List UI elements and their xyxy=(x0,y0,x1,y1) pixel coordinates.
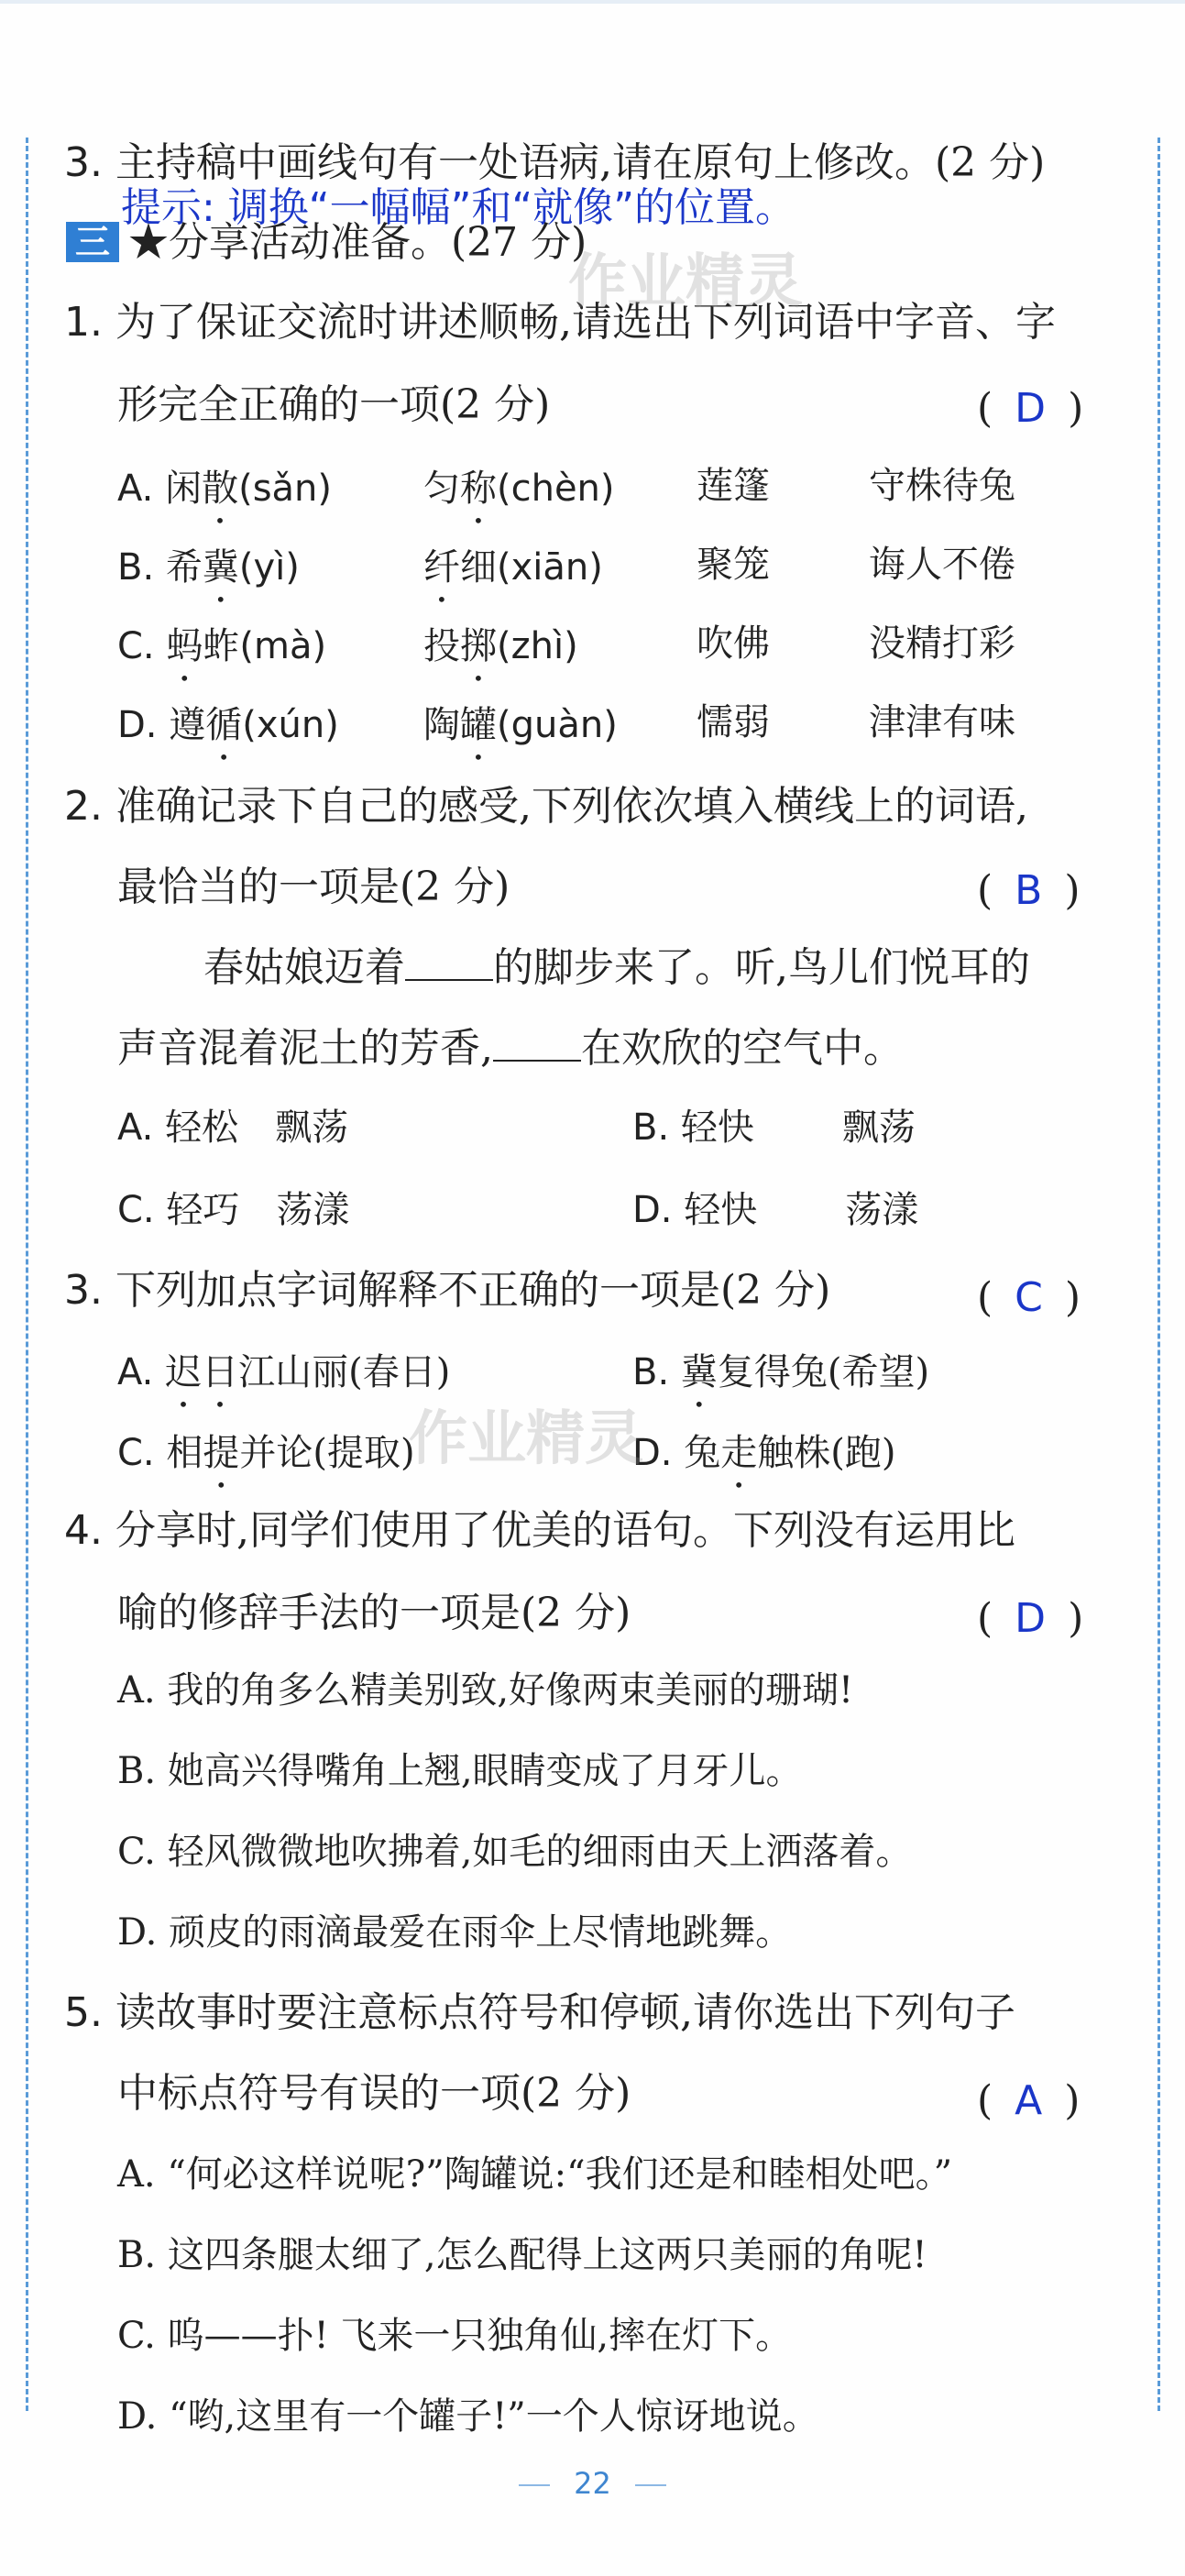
q5-option-b: B. 这四条腿太细了,怎么配得上这两只美丽的角呢! xyxy=(117,2234,927,2276)
q1-option-a-word3: 莲篷 xyxy=(697,465,770,507)
q4-line1: 4. 分享时,同学们使用了优美的语句。下列没有运用比 xyxy=(64,1507,1015,1554)
q5-option-c: C. 呜——扑! 飞来一只独角仙,摔在灯下。 xyxy=(117,2315,793,2357)
q5-answer-paren: ( A ) xyxy=(977,2077,1081,2124)
hint-text: 提示: 调换“一幅幅”和“就像”的位置。 xyxy=(121,184,795,231)
q2-line2: 最恰当的一项是(2 分) xyxy=(117,864,510,910)
q3-line1: 3. 下列加点字词解释不正确的一项是(2 分) xyxy=(64,1267,831,1314)
q1-option-b-word2: 纤细(xiān) xyxy=(423,546,603,589)
q5-option-d: D. “哟,这里有一个罐子!”一个人惊讶地说。 xyxy=(117,2395,819,2438)
q5-line1: 5. 读故事时要注意标点符号和停顿,请你选出下列句子 xyxy=(64,1989,1015,2036)
q4-answer-paren: ( D ) xyxy=(977,1595,1084,1642)
q5-option-a: A. “何必这样说呢?”陶罐说:“我们还是和睦相处吧。” xyxy=(117,2153,953,2196)
q1-option-c: C. 蚂蚱(mà) xyxy=(117,625,327,667)
q2-answer-paren: ( B ) xyxy=(977,867,1081,914)
q4-answer: D xyxy=(1015,1595,1047,1642)
q1-option-b-word4: 诲人不倦 xyxy=(869,544,1015,586)
q2-line1: 2. 准确记录下自己的感受,下列依次填入横线上的词语, xyxy=(64,783,1028,830)
watermark-middle: 作业精灵 xyxy=(409,1405,643,1473)
q1-option-a: A. 闲散(sǎn) xyxy=(117,468,333,510)
q1-option-d-word4: 津津有味 xyxy=(869,701,1015,743)
q1-option-b-word3: 聚笼 xyxy=(697,544,770,586)
q1-line1: 1. 为了保证交流时讲述顺畅,请选出下列词语中字音、字 xyxy=(64,299,1056,346)
section-title: ★分享活动准备。(27 分) xyxy=(128,219,587,266)
blank-1 xyxy=(405,948,493,981)
q2-option-d: D. 轻快 荡漾 xyxy=(632,1189,919,1231)
q1-answer: D xyxy=(1015,385,1047,432)
q2-option-b: B. 轻快 飘荡 xyxy=(632,1106,916,1149)
q1-option-c-word3: 吹佛 xyxy=(697,622,770,665)
q1-option-d: D. 遵循(xún) xyxy=(117,704,339,746)
blank-2 xyxy=(493,1029,581,1062)
q3-option-b: B. 冀复得兔(希望) xyxy=(632,1351,930,1393)
q3-answer: C xyxy=(1015,1274,1043,1321)
q4-option-c: C. 轻风微微地吹拂着,如毛的细雨由天上洒落着。 xyxy=(117,1831,913,1873)
q1-option-d-word3: 懦弱 xyxy=(697,701,770,743)
left-dashed-border xyxy=(26,138,28,2411)
section-badge: 三 xyxy=(66,222,119,262)
q2-option-c: C. 轻巧 荡漾 xyxy=(117,1189,350,1231)
q1-option-c-word4: 没精打彩 xyxy=(869,622,1015,665)
top-border xyxy=(0,0,1185,4)
page-dash-right xyxy=(635,2484,666,2486)
q1-option-a-word4: 守株待兔 xyxy=(869,465,1015,507)
q2-answer: B xyxy=(1015,867,1043,914)
q1-answer-paren: ( D ) xyxy=(977,385,1084,432)
prev-question-3: 3. 主持稿中画线句有一处语病,请在原句上修改。(2 分) xyxy=(64,139,1046,186)
q2-option-a: A. 轻松 飘荡 xyxy=(117,1106,349,1149)
q4-option-d: D. 顽皮的雨滴最爱在雨伞上尽情地跳舞。 xyxy=(117,1911,793,1954)
q3-option-d: D. 兔走触株(跑) xyxy=(632,1432,896,1474)
q1-option-d-word2: 陶罐(guàn) xyxy=(423,704,618,746)
q3-option-a: A. 迟日江山丽(春日) xyxy=(117,1351,451,1393)
q5-answer: A xyxy=(1015,2077,1043,2124)
page-dash-left xyxy=(519,2484,550,2486)
q3-option-c: C. 相提并论(提取) xyxy=(117,1432,415,1474)
q2-passage-line1: 春姑娘迈着 的脚步来了。听,鸟儿们悦耳的 xyxy=(203,944,1030,991)
q3-answer-paren: ( C ) xyxy=(977,1274,1081,1321)
page-number: 22 xyxy=(0,2466,1185,2501)
q1-line2: 形完全正确的一项(2 分) xyxy=(117,381,551,428)
watermark-top: 作业精灵 xyxy=(568,248,803,316)
q4-option-a: A. 我的角多么精美别致,好像两束美丽的珊瑚! xyxy=(117,1669,854,1712)
q4-option-b: B. 她高兴得嘴角上翘,眼睛变成了月牙儿。 xyxy=(117,1750,803,1792)
q1-option-c-word2: 投掷(zhì) xyxy=(423,625,578,667)
right-dashed-border xyxy=(1158,138,1160,2411)
q2-passage-line2: 声音混着泥土的芳香, 在欢欣的空气中。 xyxy=(117,1025,904,1072)
q1-option-b: B. 希冀(yì) xyxy=(117,546,300,589)
q5-line2: 中标点符号有误的一项(2 分) xyxy=(117,2070,631,2117)
q4-line2: 喻的修辞手法的一项是(2 分) xyxy=(117,1590,631,1636)
q1-option-a-word2: 匀称(chèn) xyxy=(423,468,615,510)
